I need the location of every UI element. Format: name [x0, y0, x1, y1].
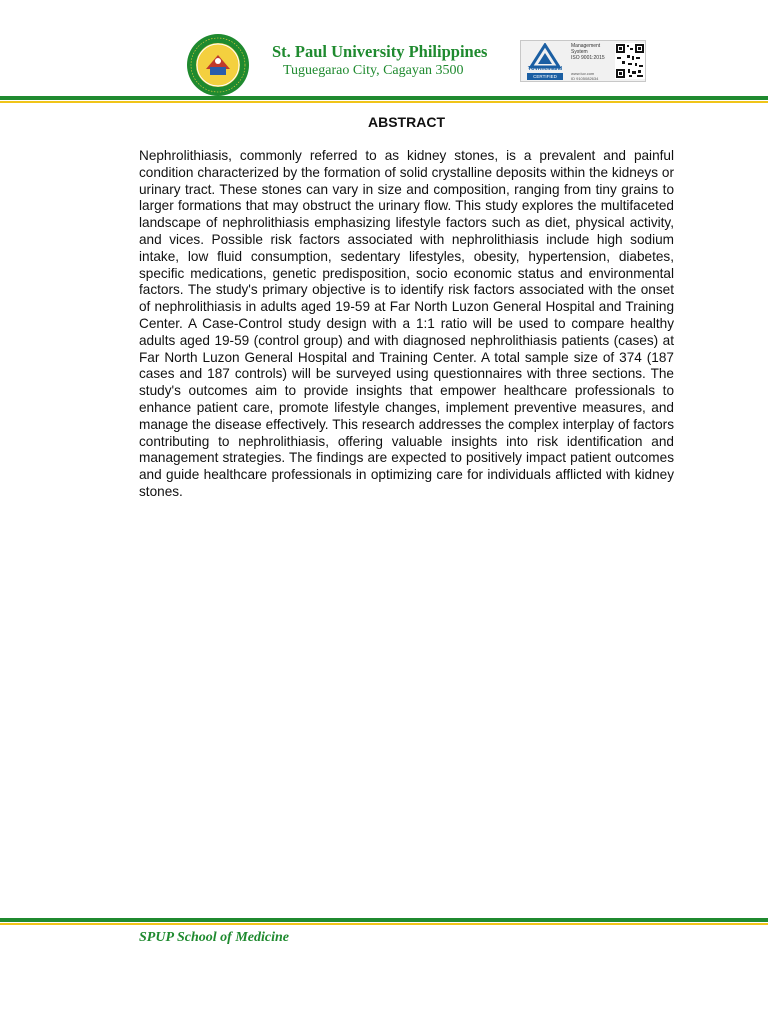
cert-small-line: ID 9105082634	[571, 76, 599, 81]
page-header	[0, 0, 768, 110]
header-rule-green	[0, 96, 768, 100]
cert-text	[571, 43, 615, 61]
tuv-certification-badge	[520, 40, 646, 82]
cert-small-text	[571, 71, 615, 81]
abstract-title: ABSTRACT	[368, 114, 445, 130]
cert-line: System	[571, 49, 588, 55]
university-address: Tuguegarao City, Cagayan 3500	[283, 63, 464, 78]
cert-brand: TÜVRheinland	[527, 66, 563, 72]
university-seal-icon	[186, 33, 250, 97]
cert-certified-label: CERTIFIED	[527, 73, 563, 80]
cert-small-line: www.tuv.com	[571, 71, 595, 76]
cert-line: Management	[571, 43, 601, 49]
footer-rule-gold	[0, 923, 768, 925]
university-name: St. Paul University Philippines	[272, 42, 488, 61]
cert-line: ISO 9001:2015	[571, 55, 605, 61]
header-rule-gold	[0, 101, 768, 103]
qr-code-icon	[615, 43, 645, 79]
footer-rule-green	[0, 918, 768, 922]
footer-text: SPUP School of Medicine	[139, 930, 289, 945]
abstract-body: Nephrolithiasis, commonly referred to as kidney stones, is a prevalent and painful condition characterized by the formation of solid crystalline deposits within the kidneys or urinary tract. These stones can vary in size and composition, ranging from tiny grains to larger formations that may obstruct the urinary flow. This study explores the multifaceted landscape of nephrolithiasis emphasizing lifestyle factors such as diet, physical activity, and vices. Possible risk factors associated with nephrolithiasis include high sodium intake, low fluid consumption, sedentary lifestyles, obesity, hypertension, diabetes, specific medications, genetic predisposition, socio economic status and environmental factors. The study's primary objective is to identify risk factors associated with the onset of nephrolithiasis in adults aged 19-59 at Far North Luzon General Hospital and Training Center. A Case-Control study design with a 1:1 ratio will be used to compare healthy adults aged 19-59 (control group) and with diagnosed nephrolithiasis patients (cases) at Far North Luzon General Hospital and Training Center. A total sample size of 374 (187 cases and 187 controls) will be surveyed using questionnaires with three sections. The study's outcomes aim to provide insights that empower healthcare professionals to enhance patient care, promote lifestyle changes, implement preventive measures, and manage the disease effectively. This research addresses the complex interplay of factors contributing to nephrolithiasis, offering valuable insights into risk identification and management strategies. The findings are expected to positively impact patient outcomes and guide healthcare professionals in optimizing care for individuals afflicted with kidney stones.	[139, 148, 674, 499]
